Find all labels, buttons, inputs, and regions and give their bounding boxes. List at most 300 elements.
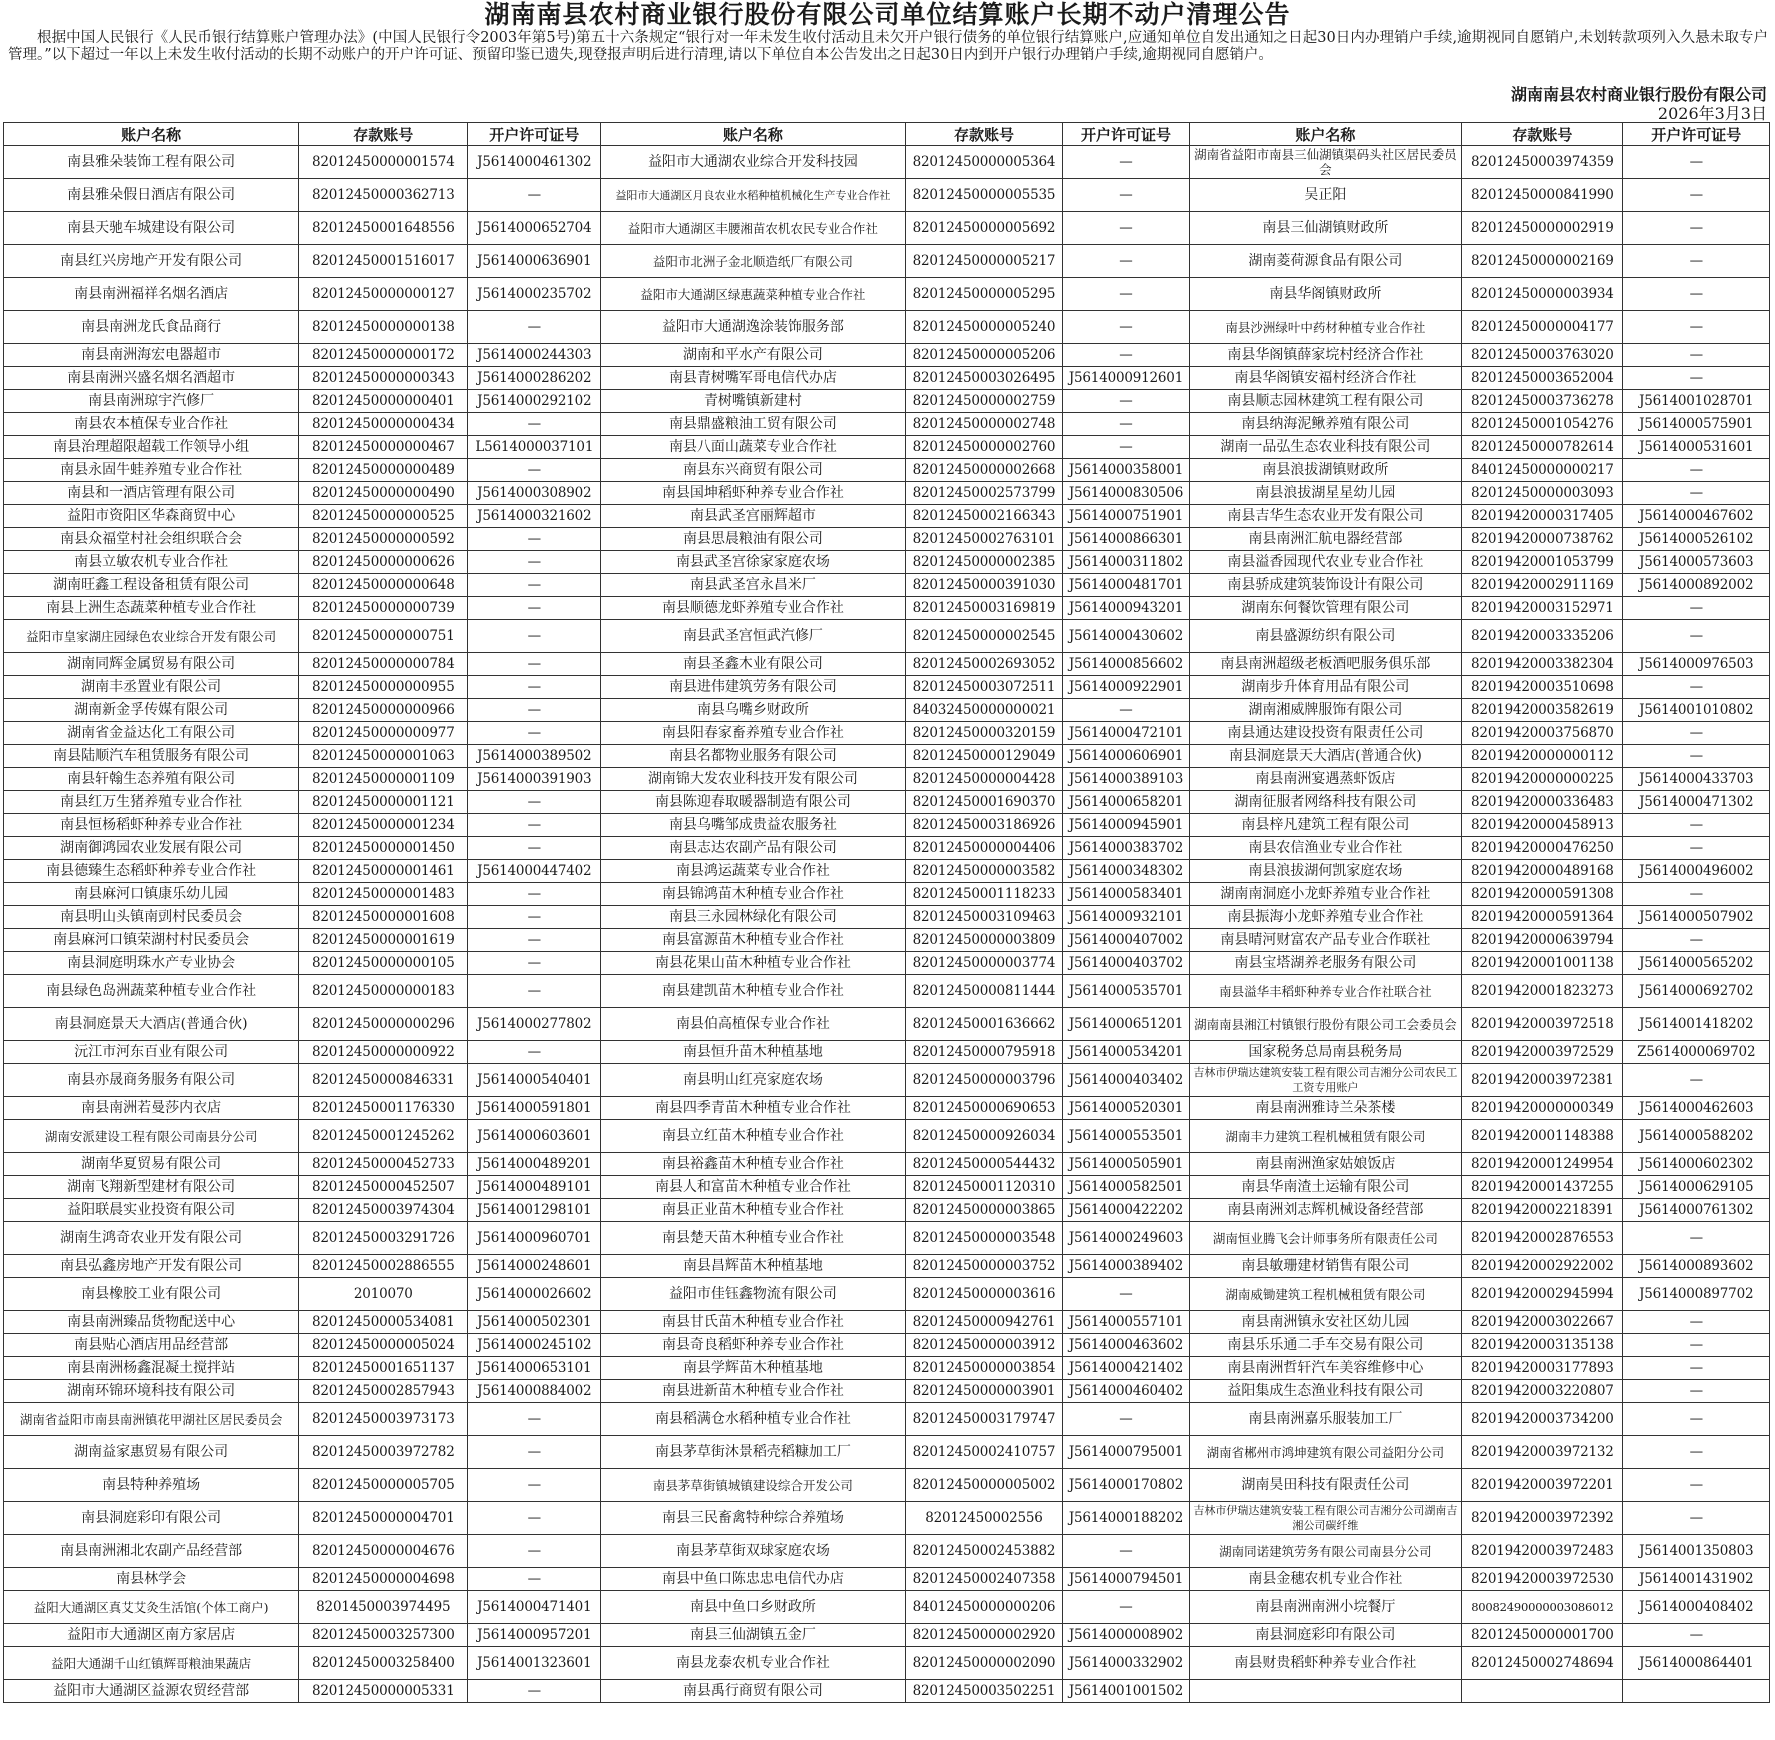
license-number-cell: —	[1623, 1311, 1770, 1334]
account-name-cell: 湖南省金益达化工有限公司	[4, 722, 299, 745]
license-number-cell: J5614000922901	[1063, 676, 1189, 699]
account-number-cell: 82012450000005705	[299, 1469, 468, 1502]
account-number-cell: 82012450000926034	[905, 1120, 1063, 1153]
license-number-cell: —	[1623, 1436, 1770, 1469]
account-name-cell: 南县乌嘴邹成贵益农服务社	[601, 814, 905, 837]
license-number-cell: —	[1623, 929, 1770, 952]
account-name-cell: 南县轩翰生态养殖有限公司	[4, 768, 299, 791]
license-number-cell: J5614000008902	[1063, 1624, 1189, 1647]
table-row	[4, 179, 1770, 212]
license-number-cell: J5614001028701	[1623, 390, 1770, 413]
account-name-cell: 南县金穗农机专业合作社	[1189, 1568, 1462, 1591]
table-row	[4, 278, 1770, 311]
account-number-cell: 82012450003502251	[905, 1680, 1063, 1703]
account-number-cell: 82019420000336483	[1462, 791, 1623, 814]
table-row	[4, 1357, 1770, 1380]
license-number-cell: J5614000651201	[1063, 1008, 1189, 1041]
account-name-cell: 益阳市北洲子金北顺造纸厂有限公司	[601, 245, 905, 278]
account-number-cell: 82012450000000489	[299, 459, 468, 482]
account-number-cell: 82012450000003934	[1462, 278, 1623, 311]
account-number-cell: 82012450003072511	[905, 676, 1063, 699]
license-number-cell: J5614000391903	[468, 768, 601, 791]
account-number-cell: 82012450000000648	[299, 574, 468, 597]
account-number-cell: 82012450000005692	[905, 212, 1063, 245]
account-number-cell: 82019420001001138	[1462, 952, 1623, 975]
account-number-cell: 82012450000795918	[905, 1041, 1063, 1064]
account-number-cell: 82019420001249954	[1462, 1153, 1623, 1176]
account-number-cell: 82012450000452733	[299, 1153, 468, 1176]
license-number-cell: J5614000348302	[1063, 860, 1189, 883]
account-number-cell: 2010070	[299, 1278, 468, 1311]
table-row	[4, 505, 1770, 528]
table-row	[4, 1064, 1770, 1097]
account-name-cell: 南县宝塔湖养老服务有限公司	[1189, 952, 1462, 975]
license-number-cell: J5614000897702	[1623, 1278, 1770, 1311]
account-number-cell: 82012450000002385	[905, 551, 1063, 574]
table-row	[4, 952, 1770, 975]
license-number-cell: —	[468, 837, 601, 860]
account-number-cell: 82012450000002759	[905, 390, 1063, 413]
license-number-cell: J5614000403402	[1063, 1064, 1189, 1097]
account-number-cell: 82012450002763101	[905, 528, 1063, 551]
account-name-cell: 湖南益家惠贸易有限公司	[4, 1436, 299, 1469]
license-number-cell: J5614000893602	[1623, 1255, 1770, 1278]
license-number-cell: J5614000945901	[1063, 814, 1189, 837]
account-name-cell: 南县华南渣土运输有限公司	[1189, 1176, 1462, 1199]
account-number-cell: 84012450000000206	[905, 1591, 1063, 1624]
account-number-cell: 82012450002857943	[299, 1380, 468, 1403]
table-row	[4, 1097, 1770, 1120]
account-name-cell: 湖南同辉金属贸易有限公司	[4, 653, 299, 676]
account-number-cell: 82019420003972530	[1462, 1568, 1623, 1591]
table-row	[4, 574, 1770, 597]
account-name-cell: 南县三仙湖镇五金厂	[601, 1624, 905, 1647]
account-number-cell: 82019420001437255	[1462, 1176, 1623, 1199]
license-number-cell: —	[1063, 699, 1189, 722]
account-name-cell: 南县思晨粮油有限公司	[601, 528, 905, 551]
license-number-cell: J5614000692702	[1623, 975, 1770, 1008]
license-number-cell: J5614000606901	[1063, 745, 1189, 768]
account-name-cell: 吉林市伊瑞达建筑安装工程有限公司吉湘分公司农民工工资专用账户	[1189, 1064, 1462, 1097]
account-number-cell: 82012450001118233	[905, 883, 1063, 906]
account-number-cell: 84032450000000021	[905, 699, 1063, 722]
license-number-cell: J5614000575901	[1623, 413, 1770, 436]
license-number-cell: J5614000531601	[1623, 436, 1770, 459]
account-name-cell: 南县明山红亮家庭农场	[601, 1064, 905, 1097]
license-number-cell: J5614000603601	[468, 1120, 601, 1153]
license-number-cell: —	[1623, 1357, 1770, 1380]
license-number-cell: Z5614000069702	[1623, 1041, 1770, 1064]
table-row	[4, 883, 1770, 906]
license-number-cell: —	[1623, 722, 1770, 745]
table-row	[4, 311, 1770, 344]
license-number-cell: J5614000557101	[1063, 1311, 1189, 1334]
license-number-cell: —	[1063, 212, 1189, 245]
license-number-cell: J5614000389402	[1063, 1255, 1189, 1278]
account-name-cell: 南县武圣宫丽辉超市	[601, 505, 905, 528]
license-number-cell: J5614000235702	[468, 278, 601, 311]
account-number-cell: 82019420000000112	[1462, 745, 1623, 768]
account-name-cell: 南县立敏农机专业合作社	[4, 551, 299, 574]
license-number-cell: J5614000751901	[1063, 505, 1189, 528]
account-number-cell: 82012450003169819	[905, 597, 1063, 620]
account-number-cell: 82012450000004406	[905, 837, 1063, 860]
license-number-cell: J5614000471401	[468, 1591, 601, 1624]
account-number-cell: 82012450000003901	[905, 1380, 1063, 1403]
account-number-cell: 82019420003972518	[1462, 1008, 1623, 1041]
account-number-cell: 82012450000534081	[299, 1311, 468, 1334]
account-name-cell: 南县南洲嘉乐服装加工厂	[1189, 1403, 1462, 1436]
account-name-cell: 南县洞庭明珠水产专业协会	[4, 952, 299, 975]
account-number-cell: 82019420002876553	[1462, 1222, 1623, 1255]
account-name-cell: 益阳市大通湖区丰腰湘苗农机农民专业合作社	[601, 212, 905, 245]
license-number-cell: —	[468, 459, 601, 482]
account-name-cell: 南县贴心酒店用品经营部	[4, 1334, 299, 1357]
account-number-cell: 82019420003972132	[1462, 1436, 1623, 1469]
account-name-cell: 南县人和富苗木种植专业合作社	[601, 1176, 905, 1199]
license-number-cell: —	[1063, 311, 1189, 344]
license-number-cell: J5614000866301	[1063, 528, 1189, 551]
account-name-cell: 益阳集成生态渔业科技有限公司	[1189, 1380, 1462, 1403]
license-number-header: 开户许可证号	[468, 123, 601, 146]
account-name-cell: 南县南洲刘志辉机械设备经营部	[1189, 1199, 1462, 1222]
account-number-cell: 82012450003186926	[905, 814, 1063, 837]
license-number-cell: —	[1063, 1535, 1189, 1568]
license-number-cell: J5614000582501	[1063, 1176, 1189, 1199]
license-number-cell: J5614000932101	[1063, 906, 1189, 929]
account-name-cell: 南县麻河口镇康乐幼儿园	[4, 883, 299, 906]
account-number-cell: 82012450000320159	[905, 722, 1063, 745]
license-number-cell: J5614000383702	[1063, 837, 1189, 860]
license-number-cell: J5614000591801	[468, 1097, 601, 1120]
account-number-cell: 82012450000002760	[905, 436, 1063, 459]
license-number-cell: J5614000553501	[1063, 1120, 1189, 1153]
account-name-cell: 益阳市佳钰鑫物流有限公司	[601, 1278, 905, 1311]
license-number-cell: J5614000188202	[1063, 1502, 1189, 1535]
license-number-cell: —	[1063, 344, 1189, 367]
account-name-cell: 湖南南洞庭小龙虾养殖专业合作社	[1189, 883, 1462, 906]
account-name-cell: 国家税务总局南县税务局	[1189, 1041, 1462, 1064]
account-number-cell: 82012450000391030	[905, 574, 1063, 597]
account-number-cell: 82012450002407358	[905, 1568, 1063, 1591]
account-name-cell: 南县吉华生态农业开发有限公司	[1189, 505, 1462, 528]
license-number-cell: J5614000565202	[1623, 952, 1770, 975]
license-number-cell: J5614000794501	[1063, 1568, 1189, 1591]
table-row	[4, 597, 1770, 620]
license-number-cell: —	[1063, 390, 1189, 413]
table-row	[4, 367, 1770, 390]
account-name-cell: 南县南洲镇永安社区幼儿园	[1189, 1311, 1462, 1334]
account-number-cell: 82012450001120310	[905, 1176, 1063, 1199]
license-number-cell: J5614000472101	[1063, 722, 1189, 745]
account-name-cell: 湖南飞翔新型建材有限公司	[4, 1176, 299, 1199]
account-name-cell: 南县南洲海宏电器超市	[4, 344, 299, 367]
account-number-cell: 82019420003972392	[1462, 1502, 1623, 1535]
table-row	[4, 1680, 1770, 1703]
account-number-cell: 82012450000690653	[905, 1097, 1063, 1120]
account-number-cell: 82019420003382304	[1462, 653, 1623, 676]
table-row	[4, 1591, 1770, 1624]
account-number-cell: 82012450001054276	[1462, 413, 1623, 436]
account-name-cell: 南县鸿运蔬菜专业合作社	[601, 860, 905, 883]
license-number-cell: —	[468, 528, 601, 551]
account-name-cell: 湖南新金孚传媒有限公司	[4, 699, 299, 722]
account-number-cell: 82012450001648556	[299, 212, 468, 245]
license-number-cell: J5614001298101	[468, 1199, 601, 1222]
account-name-cell: 湖南东何餐饮管理有限公司	[1189, 597, 1462, 620]
license-number-cell: —	[1623, 482, 1770, 505]
account-number-cell: 82012450003179747	[905, 1403, 1063, 1436]
table-row	[4, 768, 1770, 791]
license-number-cell: J5614000248601	[468, 1255, 601, 1278]
license-number-cell: J5614000408402	[1623, 1591, 1770, 1624]
license-number-cell: —	[1623, 146, 1770, 179]
account-name-cell: 湖南征服者网络科技有限公司	[1189, 791, 1462, 814]
account-name-cell: 南县阳春家畜养殖专业合作社	[601, 722, 905, 745]
license-number-cell: —	[468, 413, 601, 436]
license-number-cell: J5614000461302	[468, 146, 601, 179]
account-name-cell: 南县三民畜禽特种综合养殖场	[601, 1502, 905, 1535]
account-name-cell: 吴正阳	[1189, 179, 1462, 212]
license-number-cell	[1623, 1680, 1770, 1703]
account-name-cell: 南县三永园林绿化有限公司	[601, 906, 905, 929]
license-number-cell: —	[1623, 344, 1770, 367]
license-number-cell: —	[1063, 436, 1189, 459]
account-number-cell: 82019420000000349	[1462, 1097, 1623, 1120]
account-name-cell: 南县恒升苗木种植基地	[601, 1041, 905, 1064]
account-name-cell: 南县溢香园现代农业专业合作社	[1189, 551, 1462, 574]
account-number-cell: 82019420002911169	[1462, 574, 1623, 597]
account-name-cell: 湖南昊田科技有限责任公司	[1189, 1469, 1462, 1502]
account-number-cell: 82012450003652004	[1462, 367, 1623, 390]
account-name-cell: 湖南丰丞置业有限公司	[4, 676, 299, 699]
account-name-cell: 湖南同诺建筑劳务有限公司南县分公司	[1189, 1535, 1462, 1568]
account-name-cell: 南县天驰车城建设有限公司	[4, 212, 299, 245]
license-number-cell: J5614000658201	[1063, 791, 1189, 814]
table-row	[4, 1624, 1770, 1647]
account-name-cell: 南县绿色岛洲蔬菜种植专业合作社	[4, 975, 299, 1008]
account-name-cell: 南县四季青苗木种植专业合作社	[601, 1097, 905, 1120]
table-row	[4, 551, 1770, 574]
account-number-cell: 82012450002886555	[299, 1255, 468, 1278]
account-name-cell: 南县振海小龙虾养殖专业合作社	[1189, 906, 1462, 929]
account-name-cell: 益阳市大通湖逸涂装饰服务部	[601, 311, 905, 344]
license-number-cell: J5614000489101	[468, 1176, 601, 1199]
account-name-cell: 南县华阁镇薛家垸村经济合作社	[1189, 344, 1462, 367]
license-number-cell: J5614000602302	[1623, 1153, 1770, 1176]
account-number-cell: 82012450000003809	[905, 929, 1063, 952]
license-number-cell: —	[468, 676, 601, 699]
account-number-cell: 82019420003177893	[1462, 1357, 1623, 1380]
license-number-cell: J5614001010802	[1623, 699, 1770, 722]
account-number-cell: 82019420000639794	[1462, 929, 1623, 952]
table-row	[4, 1502, 1770, 1535]
table-row	[4, 906, 1770, 929]
account-name-cell: 南县陈迎春取暖器制造有限公司	[601, 791, 905, 814]
account-number-cell: 82012450000001450	[299, 837, 468, 860]
account-number-cell: 82012450000544432	[905, 1153, 1063, 1176]
account-name-cell: 湖南省益阳市南县三仙湖镇渠码头社区居民委员会	[1189, 146, 1462, 179]
account-number-cell: 82012450000005295	[905, 278, 1063, 311]
account-name-cell: 南县南洲福祥名烟名酒店	[4, 278, 299, 311]
account-number-cell: 82019420002945994	[1462, 1278, 1623, 1311]
table-row	[4, 860, 1770, 883]
license-number-cell: J5614000489201	[468, 1153, 601, 1176]
license-number-cell: —	[1623, 597, 1770, 620]
account-name-cell: 湖南安派建设工程有限公司南县分公司	[4, 1120, 299, 1153]
account-number-cell: 82012450000841990	[1462, 179, 1623, 212]
table-row	[4, 1120, 1770, 1153]
account-name-cell: 湖南省益阳市南县南洲镇花甲湖社区居民委员会	[4, 1403, 299, 1436]
account-name-cell: 湖南一品弘生态农业科技有限公司	[1189, 436, 1462, 459]
account-name-cell: 南县国坤稻虾种养专业合作社	[601, 482, 905, 505]
license-number-cell: —	[1623, 814, 1770, 837]
account-name-cell: 南县农信渔业专业合作社	[1189, 837, 1462, 860]
account-name-cell	[1189, 1680, 1462, 1703]
account-number-cell: 82012450000000467	[299, 436, 468, 459]
account-name-cell: 南县南洲兴盛名烟名酒超市	[4, 367, 299, 390]
account-name-cell: 湖南华夏贸易有限公司	[4, 1153, 299, 1176]
account-number-cell: 82012450000005024	[299, 1334, 468, 1357]
account-name-cell: 南县林学会	[4, 1568, 299, 1591]
account-number-cell: 82012450003258400	[299, 1647, 468, 1680]
license-number-cell: —	[468, 597, 601, 620]
account-name-cell: 湖南生鸿奇农业开发有限公司	[4, 1222, 299, 1255]
account-number-cell: 82012450000000343	[299, 367, 468, 390]
account-name-cell: 益阳市大通湖区益源农贸经营部	[4, 1680, 299, 1703]
table-row	[4, 436, 1770, 459]
account-name-cell: 南县洞庭彩印有限公司	[1189, 1624, 1462, 1647]
account-name-cell: 南县圣鑫木业有限公司	[601, 653, 905, 676]
license-number-cell: —	[1063, 179, 1189, 212]
account-name-cell: 湖南恒业腾飞会计师事务所有限责任公司	[1189, 1222, 1462, 1255]
account-name-cell: 南县纳海泥鳅养殖有限公司	[1189, 413, 1462, 436]
account-name-cell: 南县南洲雅诗兰朵茶楼	[1189, 1097, 1462, 1120]
account-name-cell: 南县雅朵假日酒店有限公司	[4, 179, 299, 212]
account-name-cell: 湖南丰力建筑工程机械租赁有限公司	[1189, 1120, 1462, 1153]
account-name-cell: 南县南洲哲轩汽车美容维修中心	[1189, 1357, 1462, 1380]
license-number-cell: —	[1623, 837, 1770, 860]
license-number-cell: J5614000795001	[1063, 1436, 1189, 1469]
publisher-name: 湖南南县农村商业银行股份有限公司	[1510, 85, 1767, 104]
account-name-cell: 南县学辉苗木种植基地	[601, 1357, 905, 1380]
account-number-cell: 82012450001636662	[905, 1008, 1063, 1041]
license-number-cell: —	[1623, 459, 1770, 482]
account-number-cell: 82012450000000183	[299, 975, 468, 1008]
account-name-cell: 南县财贵稻虾种养专业合作社	[1189, 1647, 1462, 1680]
license-number-cell: J5614000433703	[1623, 768, 1770, 791]
account-name-cell: 南县特种养殖场	[4, 1469, 299, 1502]
account-name-cell: 南县红兴房地产开发有限公司	[4, 245, 299, 278]
license-number-cell: J5614000856602	[1063, 653, 1189, 676]
account-name-cell: 南县南洲杨鑫混凝土搅拌站	[4, 1357, 299, 1380]
account-number-cell: 82012450000942761	[905, 1311, 1063, 1334]
account-number-cell: 82012450000003548	[905, 1222, 1063, 1255]
license-number-cell: J5614001350803	[1623, 1535, 1770, 1568]
account-name-cell: 湖南南县湘江村镇银行股份有限公司工会委员会	[1189, 1008, 1462, 1041]
license-number-cell: J5614001001502	[1063, 1680, 1189, 1703]
account-number-cell: 82012450001176330	[299, 1097, 468, 1120]
account-name-cell: 南县禹行商贸有限公司	[601, 1680, 905, 1703]
license-number-cell: J5614001323601	[468, 1647, 601, 1680]
account-number-cell: 82012450000005206	[905, 344, 1063, 367]
account-number-cell: 82019420003972529	[1462, 1041, 1623, 1064]
account-number-cell: 82012450000001619	[299, 929, 468, 952]
account-number-cell: 82012450000003865	[905, 1199, 1063, 1222]
table-row	[4, 1199, 1770, 1222]
account-name-cell: 南县武圣宫永昌米厂	[601, 574, 905, 597]
account-name-cell: 南县东兴商贸有限公司	[601, 459, 905, 482]
account-name-cell: 南县上洲生态蔬菜种植专业合作社	[4, 597, 299, 620]
account-number-cell: 82012450003257300	[299, 1624, 468, 1647]
account-name-cell: 南县昌辉苗木种植基地	[601, 1255, 905, 1278]
license-number-cell: J5614000588202	[1623, 1120, 1770, 1153]
account-number-cell: 82012450000000172	[299, 344, 468, 367]
account-number-cell: 82012450000001234	[299, 814, 468, 837]
account-name-cell: 南县南洲南洲小垸餐厅	[1189, 1591, 1462, 1624]
account-name-cell: 南县八面山蔬菜专业合作社	[601, 436, 905, 459]
license-number-cell: —	[468, 1469, 601, 1502]
account-name-cell: 南县南洲湘北农副产品经营部	[4, 1535, 299, 1568]
account-number-cell: 82012450000003582	[905, 860, 1063, 883]
license-number-cell: —	[468, 1680, 601, 1703]
license-number-cell: J5614000912601	[1063, 367, 1189, 390]
license-number-cell: J5614000573603	[1623, 551, 1770, 574]
license-number-cell: —	[468, 653, 601, 676]
license-number-cell: —	[1623, 1222, 1770, 1255]
license-number-cell: J5614000286202	[468, 367, 601, 390]
account-name-cell: 南县进伟建筑劳务有限公司	[601, 676, 905, 699]
license-number-cell: J5614000430602	[1063, 620, 1189, 653]
account-number-cell: 82012450000000966	[299, 699, 468, 722]
account-name-cell: 南县洞庭景天大酒店(普通合伙)	[1189, 745, 1462, 768]
account-name-cell: 南县乐乐通二手车交易有限公司	[1189, 1334, 1462, 1357]
account-number-cell: 82012450000005240	[905, 311, 1063, 344]
license-number-cell: J5614000467602	[1623, 505, 1770, 528]
license-number-cell: —	[468, 551, 601, 574]
account-number-cell: 82019420003220807	[1462, 1380, 1623, 1403]
account-number-cell: 8201450003974495	[299, 1591, 468, 1624]
table-row	[4, 791, 1770, 814]
account-number-cell: 82019420001823273	[1462, 975, 1623, 1008]
table-row	[4, 1436, 1770, 1469]
table-row	[4, 1255, 1770, 1278]
table-row	[4, 1222, 1770, 1255]
account-name-cell: 湖南旺鑫工程设备租赁有限公司	[4, 574, 299, 597]
license-number-cell: J5614000505901	[1063, 1153, 1189, 1176]
account-number-cell: 82012450000000592	[299, 528, 468, 551]
table-row	[4, 344, 1770, 367]
license-number-cell: J5614000462603	[1623, 1097, 1770, 1120]
account-number-cell: 82012450000003616	[905, 1278, 1063, 1311]
account-name-cell: 湖南御鸿园农业发展有限公司	[4, 837, 299, 860]
account-number-cell: 82019420000458913	[1462, 814, 1623, 837]
license-number-cell: J5614000652704	[468, 212, 601, 245]
account-name-cell: 南县南洲渔家姑娘饭店	[1189, 1153, 1462, 1176]
table-row	[4, 653, 1770, 676]
account-number-header: 存款账号	[299, 123, 468, 146]
account-name-cell: 南县德臻生态稻虾种养专业合作社	[4, 860, 299, 883]
license-number-cell: —	[468, 311, 601, 344]
license-number-cell: J5614000308902	[468, 482, 601, 505]
account-number-cell: 82012450003974359	[1462, 146, 1623, 179]
account-number-cell: 82012450000000751	[299, 620, 468, 653]
license-number-cell: J5614000629105	[1623, 1176, 1770, 1199]
account-name-cell: 南县雅朵装饰工程有限公司	[4, 146, 299, 179]
table-row	[4, 1278, 1770, 1311]
account-number-cell: 82012450000000127	[299, 278, 468, 311]
table-row	[4, 1535, 1770, 1568]
